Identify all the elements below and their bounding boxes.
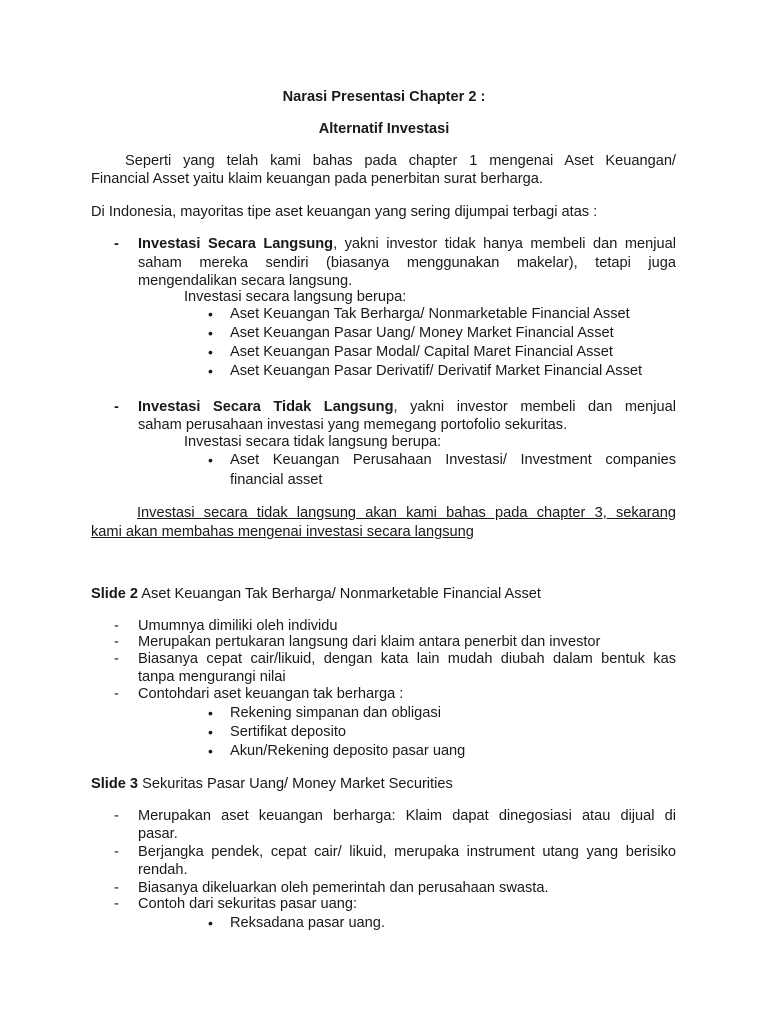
bullet-icon: • [208,363,213,379]
tidak-langsung-line-1 [138,398,676,416]
closing-line-1: Investasi secara tidak langsung akan kami bahas pada chapter 3, sekarang [137,505,676,521]
bullet-icon: • [208,915,213,931]
dash: - [114,896,119,912]
intro-line-2: Financial Asset yaitu klaim keuangan pada penerbitan surat berharga. [91,171,543,187]
page-title: Narasi Presentasi Chapter 2 : [282,89,486,105]
dash: - [114,236,119,252]
slide2-title: Aset Keuangan Tak Berharga/ Nonmarketable Financial Asset [138,586,541,602]
slide2-item: Contohdari aset keuangan tak berharga : [138,686,404,702]
slide3-title: Sekuritas Pasar Uang/ Money Market Securities [138,776,453,792]
bullet-icon: • [208,743,213,759]
dash: - [114,880,119,896]
list-item-cont: financial asset [230,472,323,488]
bullet-icon: • [208,306,213,322]
dash: - [114,651,119,667]
dash: - [114,618,119,634]
list-item: Sertifikat deposito [230,724,347,740]
slide3-item-cont: pasar. [138,826,178,842]
bullet-icon: • [208,724,213,740]
slide3-heading [91,775,453,793]
list-item: Rekening simpanan dan obligasi [230,705,441,721]
slide3-item: Biasanya dikeluarkan oleh pemerintah dan perusahaan swasta. [138,880,549,896]
bullet-icon: • [208,325,213,341]
tidak-langsung-berupa: Investasi secara tidak langsung berupa: [184,434,442,450]
slide2-label: Slide 2 [91,586,139,602]
slide2-item-cont: tanpa mengurangi nilai [138,669,286,685]
list-item: Aset Keuangan Pasar Derivatif/ Derivatif Market Financial Asset [230,363,643,379]
dash: - [114,808,119,824]
list-item: Aset Keuangan Tak Berharga/ Nonmarketable Financial Asset [230,306,630,322]
slide2-item: Merupakan pertukaran langsung dari klaim antara penerbit dan investor [138,634,601,650]
tidak-langsung-line-1-rest: , yakni investor membeli dan menjual [393,399,676,415]
slide3-item-cont: rendah. [138,862,188,878]
dash: - [114,686,119,702]
closing-line-2: kami akan membahas mengenai investasi secara langsung [91,524,474,540]
list-item: Akun/Rekening deposito pasar uang [230,743,466,759]
bullet-icon: • [208,452,213,468]
intro-line-1: Seperti yang telah kami bahas pada chapter 1 mengenai Aset Keuangan/ [125,153,676,169]
list-item: Aset Keuangan Perusahaan Investasi/ Investment companies [230,452,676,468]
bullet-icon: • [208,344,213,360]
page-subtitle: Alternatif Investasi [318,121,450,137]
list-item: Aset Keuangan Pasar Modal/ Capital Maret Financial Asset [230,344,613,360]
slide2-item: Biasanya cepat cair/likuid, dengan kata lain mudah diubah dalam bentuk kas [138,651,676,667]
intro-line-3: Di Indonesia, mayoritas tipe aset keuangan yang sering dijumpai terbagi atas : [91,204,598,220]
slide2-item: Umumnya dimiliki oleh individu [138,618,338,634]
slide3-item: Contoh dari sekuritas pasar uang: [138,896,358,912]
dash: - [114,634,119,650]
langsung-line-2: saham mereka sendiri (biasanya menggunakan makelar), tetapi juga [138,255,676,271]
bullet-icon: • [208,705,213,721]
slide2-heading [91,585,541,603]
slide3-item: Merupakan aset keuangan berharga: Klaim dapat dinegosiasi atau dijual di [138,808,676,824]
tidak-langsung-line-2: saham perusahaan investasi yang memegang portofolio sekuritas. [138,417,568,433]
list-item: Aset Keuangan Pasar Uang/ Money Market Financial Asset [230,325,614,341]
slide3-item: Berjangka pendek, cepat cair/ likuid, merupaka instrument utang yang berisiko [138,844,676,860]
list-item: Reksadana pasar uang. [230,915,385,931]
dash: - [114,399,119,415]
langsung-line-3: mengendalikan secara langsung. [138,273,353,289]
slide3-label: Slide 3 [91,776,139,792]
langsung-term: Investasi Secara Langsung [138,236,334,252]
langsung-line-1-rest: , yakni investor tidak hanya membeli dan menjual [333,236,676,252]
langsung-line-1 [138,235,676,253]
tidak-langsung-term: Investasi Secara Tidak Langsung [138,399,394,415]
dash: - [114,844,119,860]
langsung-berupa: Investasi secara langsung berupa: [184,289,407,305]
